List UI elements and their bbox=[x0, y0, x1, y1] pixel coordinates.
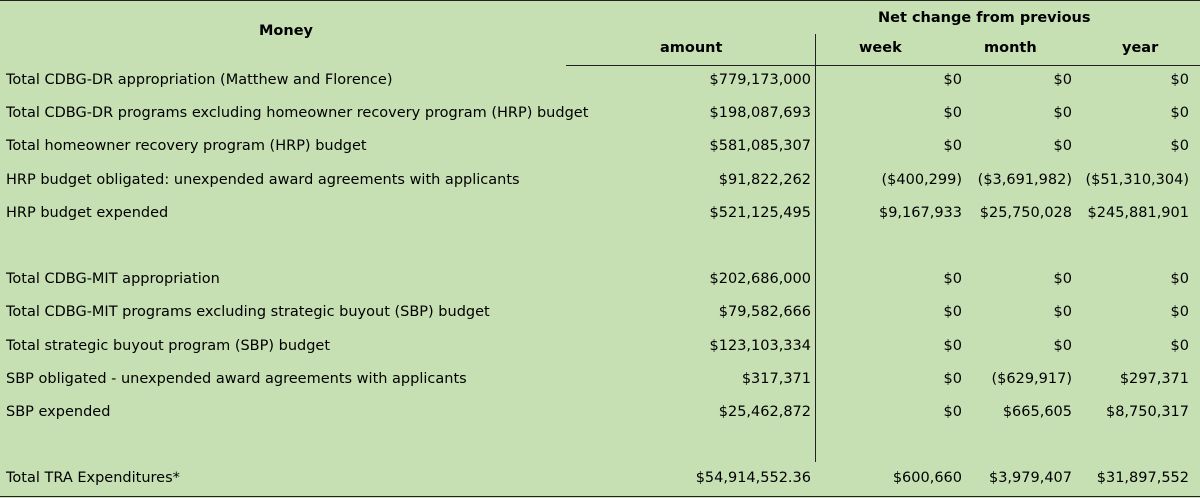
row-label: SBP expended bbox=[6, 404, 111, 420]
row-amount-value: $779,173,000 bbox=[709, 72, 811, 88]
row-label: Total CDBG-MIT appropriation bbox=[6, 271, 220, 287]
row-year-value: $0 bbox=[1170, 105, 1189, 121]
table-bottom-border bbox=[0, 496, 1200, 497]
row-month-value: $0 bbox=[1053, 105, 1072, 121]
header-amount: amount bbox=[660, 40, 723, 56]
row-label: Total TRA Expenditures* bbox=[6, 470, 180, 486]
header-money: Money bbox=[259, 23, 313, 39]
row-label: HRP budget obligated: unexpended award agreements with applicants bbox=[6, 172, 520, 188]
row-year-value: $245,881,901 bbox=[1087, 205, 1189, 221]
header-month: month bbox=[984, 40, 1037, 56]
row-month-value: $3,979,407 bbox=[988, 470, 1072, 486]
column-divider bbox=[815, 34, 816, 462]
row-month-value: $0 bbox=[1053, 271, 1072, 287]
row-amount-value: $202,686,000 bbox=[709, 271, 811, 287]
row-amount-value: $91,822,262 bbox=[718, 172, 811, 188]
row-label: SBP obligated - unexpended award agreements with applicants bbox=[6, 371, 467, 387]
row-amount-value: $79,582,666 bbox=[718, 304, 811, 320]
row-week-value: $600,660 bbox=[892, 470, 962, 486]
header-net-change: Net change from previous bbox=[878, 10, 1091, 26]
row-month-value: $0 bbox=[1053, 304, 1072, 320]
row-week-value: $0 bbox=[943, 304, 962, 320]
row-week-value: $0 bbox=[943, 404, 962, 420]
row-week-value: $9,167,933 bbox=[878, 205, 962, 221]
row-year-value: $0 bbox=[1170, 304, 1189, 320]
row-year-value: ($51,310,304) bbox=[1085, 172, 1189, 188]
row-amount-value: $198,087,693 bbox=[709, 105, 811, 121]
row-month-value: $665,605 bbox=[1002, 404, 1072, 420]
row-amount-value: $54,914,552.36 bbox=[695, 470, 811, 486]
row-amount-value: $123,103,334 bbox=[709, 338, 811, 354]
row-label: Total homeowner recovery program (HRP) budget bbox=[6, 138, 367, 154]
row-label: Total CDBG-MIT programs excluding strategic buyout (SBP) budget bbox=[6, 304, 490, 320]
row-amount-value: $25,462,872 bbox=[718, 404, 811, 420]
row-label: HRP budget expended bbox=[6, 205, 169, 221]
row-month-value: $25,750,028 bbox=[979, 205, 1072, 221]
row-week-value: $0 bbox=[943, 338, 962, 354]
row-label: Total CDBG-DR appropriation (Matthew and Florence) bbox=[6, 72, 393, 88]
row-month-value: ($3,691,982) bbox=[977, 172, 1072, 188]
row-year-value: $297,371 bbox=[1119, 371, 1189, 387]
row-year-value: $0 bbox=[1170, 338, 1189, 354]
row-year-value: $0 bbox=[1170, 72, 1189, 88]
row-year-value: $0 bbox=[1170, 138, 1189, 154]
table-top-border bbox=[0, 0, 1200, 1]
row-month-value: $0 bbox=[1053, 72, 1072, 88]
row-amount-value: $521,125,495 bbox=[709, 205, 811, 221]
row-label: Total CDBG-DR programs excluding homeowner recovery program (HRP) budget bbox=[6, 105, 589, 121]
header-year: year bbox=[1122, 40, 1159, 56]
row-month-value: $0 bbox=[1053, 138, 1072, 154]
row-amount-value: $317,371 bbox=[741, 371, 811, 387]
row-week-value: $0 bbox=[943, 72, 962, 88]
row-month-value: ($629,917) bbox=[991, 371, 1072, 387]
row-label: Total strategic buyout program (SBP) budget bbox=[6, 338, 331, 354]
row-week-value: ($400,299) bbox=[881, 172, 962, 188]
row-week-value: $0 bbox=[943, 271, 962, 287]
row-amount-value: $581,085,307 bbox=[709, 138, 811, 154]
header-underline bbox=[566, 65, 1200, 66]
row-month-value: $0 bbox=[1053, 338, 1072, 354]
row-week-value: $0 bbox=[943, 105, 962, 121]
header-week: week bbox=[859, 40, 902, 56]
row-year-value: $0 bbox=[1170, 271, 1189, 287]
row-week-value: $0 bbox=[943, 371, 962, 387]
row-year-value: $8,750,317 bbox=[1105, 404, 1189, 420]
row-year-value: $31,897,552 bbox=[1096, 470, 1189, 486]
row-week-value: $0 bbox=[943, 138, 962, 154]
